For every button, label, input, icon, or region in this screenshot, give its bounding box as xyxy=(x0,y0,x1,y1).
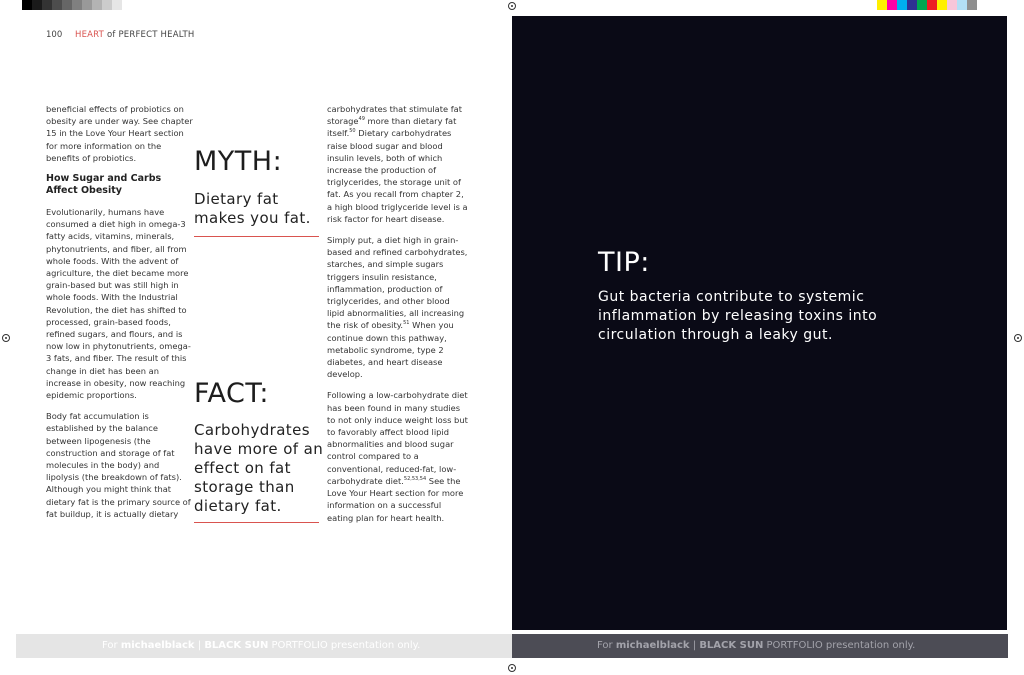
section-heading: How Sugar and Carbs Affect Obesity xyxy=(46,173,162,197)
myth-title: MYTH: xyxy=(194,146,283,177)
fact-divider xyxy=(194,522,319,523)
registration-mark-icon xyxy=(508,2,516,10)
paragraph: beneficial effects of probiotics on obesity are under way. See chapter 15 in the Love Your Heart section for more information on the benefits of probiotics. xyxy=(46,104,193,163)
running-header xyxy=(75,30,194,40)
grayscale-color-bar xyxy=(22,0,122,10)
paragraph: carbohydrates that stimulate fat storage$^{49}$ more than dietary fat itself.$^{50}$ Dietary carbohydrates raise blood sugar and blood insulin levels, both of which increase the production of triglycerides, the storage unit of fat. As you recall from chapter 2, a high blood triglyceride level is a risk factor for heart disease. xyxy=(327,104,468,224)
myth-text: Dietary fat makes you fat. xyxy=(194,190,311,227)
body-column-3 xyxy=(327,103,469,533)
process-color-bar xyxy=(877,0,977,10)
paragraph: Following a low-carbohydrate diet has been found in many studies to not only induce weight loss but to favorably affect blood lipid abnormalities and blood sugar control compared to a conventional, reduced-fat, low-carbohydrate diet.$^{52,53,54}$ See the Love Your Heart section for more information on a successful eating plan for heart health. xyxy=(327,390,468,523)
tip-title: TIP: xyxy=(598,247,650,278)
paragraph: Simply put, a diet high in grain-based and refined carbohydrates, starches, and simple sugars triggers insulin resistance, inflammation, production of triglycerides, and other blood lipid abnormalities, all increasing the risk of obesity.$^{51}$ When you continue down this pathway, metabolic syndrome, type 2 diabetes, and heart disease develop. xyxy=(327,235,468,380)
body-column-1 xyxy=(46,103,194,529)
running-header-rest: of PERFECT HEALTH xyxy=(104,30,195,40)
paragraph: Body fat accumulation is established by the balance between lipogenesis (the construction and storage of fat molecules in the body) and lipolysis (the breakdown of fats). Although you might think that dietary fat is the primary source of fat buildup, it is actually dietary xyxy=(46,411,191,519)
fact-title: FACT: xyxy=(194,378,270,409)
tip-text: Gut bacteria contribute to systemic inflammation by releasing toxins into circulation through a leaky gut. xyxy=(598,289,878,343)
registration-mark-icon xyxy=(1014,334,1022,342)
page-number: 100 xyxy=(46,30,63,40)
registration-mark-icon xyxy=(508,664,516,672)
paragraph: Evolutionarily, humans have consumed a diet high in omega-3 fatty acids, vitamins, minerals, phytonutrients, and fiber, all from whole foods. With the advent of agriculture, the diet became more grain-based but was still high in whole foods. With the Industrial Revolution, the diet has shifted to processed, grain-based foods, refined sugars, and flours, and is now low in phytonutrients, omega-3 fats, and fiber. The result of this change in diet has been an increase in obesity, now reaching epidemic proportions. xyxy=(46,207,191,401)
fact-text: Carbohydrates have more of an effect on fat storage than dietary fat. xyxy=(194,421,324,515)
myth-divider xyxy=(194,236,319,237)
watermark-right: For michaelblack | BLACK SUN PORTFOLIO presentation only. xyxy=(597,640,916,651)
watermark-left: For michaelblack | BLACK SUN PORTFOLIO presentation only. xyxy=(102,640,421,651)
registration-mark-icon xyxy=(2,334,10,342)
running-header-accent: HEART xyxy=(75,30,105,40)
